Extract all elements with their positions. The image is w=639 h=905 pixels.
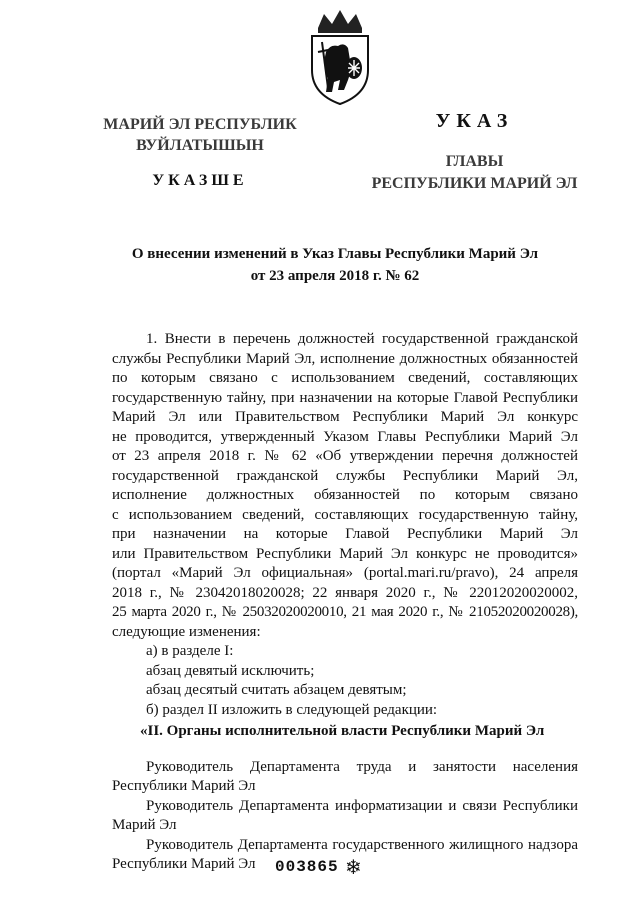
title-line1: О внесении изменений в Указ Главы Республики Марий Эл bbox=[131, 246, 539, 262]
para1-line: следующие изменения: bbox=[112, 623, 261, 640]
para1-line: (портал «Марий Эл официальная» (portal.mari.ru/pravo), 24 апреля bbox=[112, 565, 578, 581]
para1-line: от 23 апреля 2018 г. № 62 «Об утверждении перечня должностей bbox=[112, 448, 578, 464]
position-1-line2: Республики Марий Эл bbox=[112, 778, 256, 794]
snowflake-mark-icon: ❄ bbox=[345, 857, 362, 879]
para1-line: 2018 г., № 23042018020028; 22 января 2020 г., № 22012020020002, bbox=[112, 584, 578, 601]
header-left-line2: ВУЙЛАТЫШЫН bbox=[136, 137, 264, 154]
position-3-line2: Республики Марий Эл bbox=[112, 856, 256, 872]
para1-line: с использованием сведений, составляющих государственную тайну, bbox=[112, 506, 578, 523]
header-right-line3: РЕСПУБЛИКИ МАРИЙ ЭЛ bbox=[371, 175, 578, 192]
para1-line: службы Республики Марий Эл, исполнение должностных обязанностей bbox=[112, 350, 578, 367]
para1-line: Марий Эл или Правительством Республики Марий Эл конкурс bbox=[112, 409, 578, 425]
header-right-line1: УКАЗ bbox=[435, 110, 514, 132]
position-2-line1: Руководитель Департамента информатизации и связи Республики bbox=[146, 797, 578, 814]
para1-line: не проводится, утвержденный Указом Главы Республики Марий Эл bbox=[112, 428, 578, 445]
para1-line: 25 марта 2020 г., № 25032020020010, 21 мая 2020 г., № 21052020020028), bbox=[112, 604, 578, 620]
position-1-line1: Руководитель Департамента труда и занятости населения bbox=[146, 758, 578, 775]
document-title bbox=[110, 243, 560, 287]
item-a2: абзац десятый считать абзацем девятым; bbox=[146, 682, 407, 698]
para1-line: государственной гражданской службы Республики Марий Эл, bbox=[112, 467, 578, 484]
header-left-line1: МАРИЙ ЭЛ РЕСПУБЛИК bbox=[103, 116, 297, 133]
item-a: а) в разделе I: bbox=[146, 643, 234, 659]
para1-line: при назначении на которые Главой Республики Марий Эл bbox=[112, 526, 578, 542]
para1-line: по которым связано с использованием сведений, составляющих bbox=[112, 370, 578, 386]
header-left-line3: УКАЗШЕ bbox=[152, 172, 248, 189]
document-number: 003865 bbox=[275, 858, 339, 876]
para1-line: или Правительством Республики Марий Эл конкурс не проводится» bbox=[112, 545, 578, 562]
document-body bbox=[112, 330, 578, 875]
header-right bbox=[362, 110, 587, 195]
position-2-line2: Марий Эл bbox=[112, 817, 177, 833]
para1-line: государственную тайну, при назначении на которые Главой Республики bbox=[112, 389, 578, 406]
section-heading: «II. Органы исполнительной власти Республики Марий Эл bbox=[140, 723, 545, 739]
para1-line: исполнение должностных обязанностей по которым связано bbox=[112, 487, 578, 503]
item-a1: абзац девятый исключить; bbox=[146, 662, 315, 679]
para1-line: 1. Внести в перечень должностей государственной гражданской bbox=[146, 331, 578, 347]
header-left bbox=[100, 114, 300, 191]
header-right-line2: ГЛАВЫ bbox=[445, 153, 504, 170]
coat-of-arms-icon bbox=[304, 8, 376, 108]
item-b: б) раздел II изложить в следующей редакции: bbox=[146, 701, 438, 718]
position-3-line1: Руководитель Департамента государственного жилищного надзора bbox=[146, 836, 578, 853]
title-line2: от 23 апреля 2018 г. № 62 bbox=[250, 268, 420, 284]
